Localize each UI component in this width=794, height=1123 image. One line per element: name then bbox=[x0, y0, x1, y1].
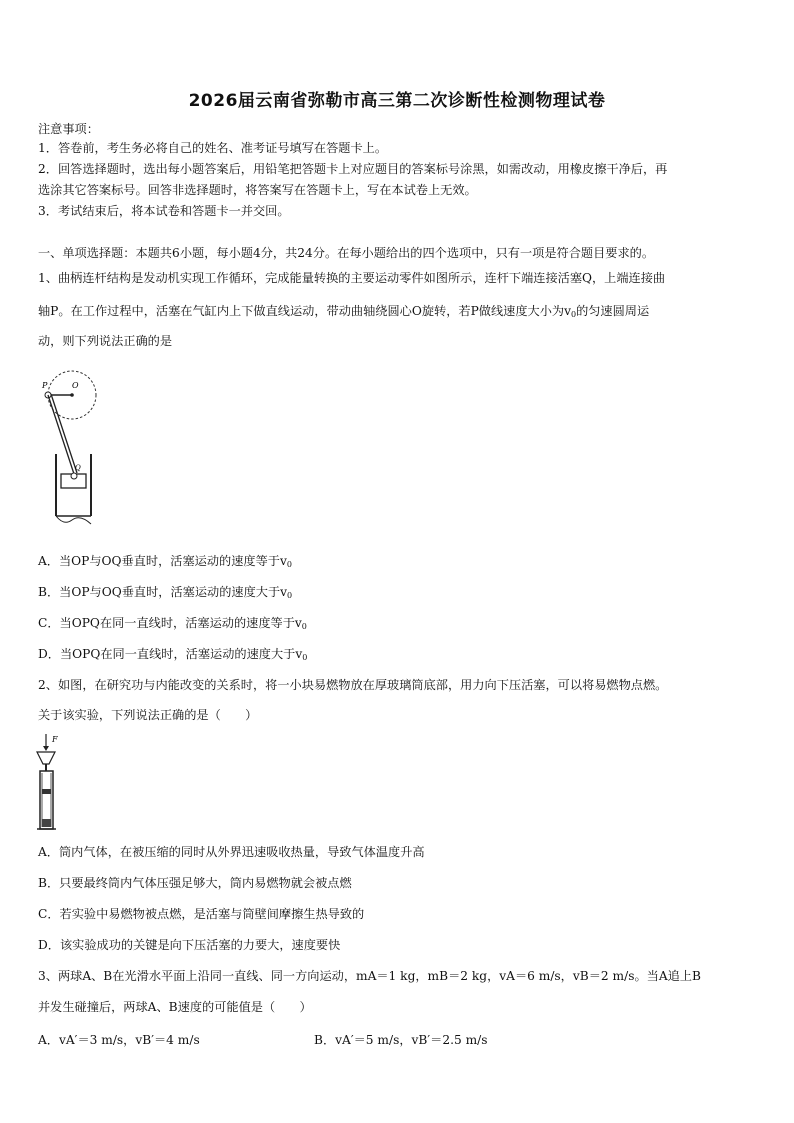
q1-option-d: D．当OPQ在同一直线时，活塞运动的速度大于$v_0$ bbox=[38, 647, 308, 662]
plunger-handle bbox=[37, 752, 55, 764]
question-3-text: 并发生碰撞后，两球A、B速度的可能值是（ ） bbox=[38, 1000, 312, 1014]
question-2-text: 关于该实验，下列说法正确的是（ ） bbox=[38, 708, 258, 722]
q2-option-b: B．只要最终筒内气体压强足够大，筒内易燃物就会被点燃 bbox=[38, 876, 352, 890]
break-line bbox=[56, 516, 91, 524]
connecting-rod bbox=[48, 395, 74, 474]
piston bbox=[42, 789, 51, 794]
point-q bbox=[71, 473, 77, 479]
label-p: P bbox=[42, 381, 48, 390]
label-f: F bbox=[52, 735, 58, 744]
label-o: O bbox=[72, 381, 79, 390]
q3-option-b: B．vA′＝5 m/s，vB′＝2.5 m/s bbox=[314, 1033, 488, 1047]
notice-item: 选涂其它答案标号。回答非选择题时，将答案写在答题卡上，写在本试卷上无效。 bbox=[38, 183, 477, 197]
q2-option-a: A．筒内气体，在被压缩的同时从外界迅速吸收热量，导致气体温度升高 bbox=[38, 845, 425, 859]
q1-line2-tail: 的匀速圆周运 bbox=[576, 304, 650, 318]
label-q: Q bbox=[75, 464, 81, 472]
q2-option-d: D．该实验成功的关键是向下压活塞的力要大，速度要快 bbox=[38, 938, 341, 952]
question-1-text bbox=[38, 302, 763, 324]
notice-item: 2．回答选择题时，选出每小题答案后，用铅笔把答题卡上对应题目的答案标号涂黑，如需改动，用橡皮擦干净后，再 bbox=[38, 162, 668, 176]
point-o bbox=[70, 393, 74, 397]
question-1-text: 动，则下列说法正确的是 bbox=[38, 334, 173, 348]
notice-heading: 注意事项： bbox=[38, 122, 99, 136]
question-3-text: 3、两球A、B在光滑水平面上沿同一直线、同一方向运动，mA＝1 kg，mB＝2 kg，vA＝6 m/s，vB＝2 m/s。当A追上B bbox=[38, 969, 701, 983]
question-1-text: 1、曲柄连杆结构是发动机实现工作循环，完成能量转换的主要运动零件如图所示，连杆下端连接活塞Q，上端连接曲 bbox=[38, 271, 666, 285]
q1-option-b: B．当OP与OQ垂直时，活塞运动的速度大于$v_0$ bbox=[38, 585, 293, 600]
q3-option-a: A．vA′＝3 m/s，vB′＝4 m/s bbox=[38, 1033, 200, 1047]
q1-option-a: A．当OP与OQ垂直时，活塞运动的速度等于$v_0$ bbox=[38, 554, 292, 569]
notice-item: 1．答卷前，考生务必将自己的姓名、准考证号填写在答题卡上。 bbox=[38, 141, 388, 155]
page-title: 2026届云南省弥勒市高三第二次诊断性检测物理试卷 bbox=[188, 91, 606, 111]
q1-line2-head: 轴P。在工作过程中，活塞在气缸内上下做直线运动，带动曲轴绕圆心O旋转，若P做线速度大小为v bbox=[38, 304, 571, 318]
q1-option-c: C．当OPQ在同一直线时，活塞运动的速度等于$v_0$ bbox=[38, 616, 307, 631]
section-heading: 一、单项选择题：本题共6小题，每小题4分，共24分。在每小题给出的四个选项中，只有一项是符合题目要求的。 bbox=[38, 246, 655, 260]
compression-tube-figure bbox=[32, 733, 66, 831]
subscript: 0 bbox=[570, 310, 577, 319]
tinder bbox=[42, 819, 51, 827]
question-2-text: 2、如图，在研究功与内能改变的关系时，将一小块易燃物放在厚玻璃筒底部，用力向下压活塞，可以将易燃物点燃。 bbox=[38, 678, 668, 692]
q2-option-c: C．若实验中易燃物被点燃，是活塞与筒壁间摩擦生热导致的 bbox=[38, 907, 365, 921]
crank-figure bbox=[34, 366, 106, 532]
notice-item: 3．考试结束后，将本试卷和答题卡一并交回。 bbox=[38, 204, 290, 218]
